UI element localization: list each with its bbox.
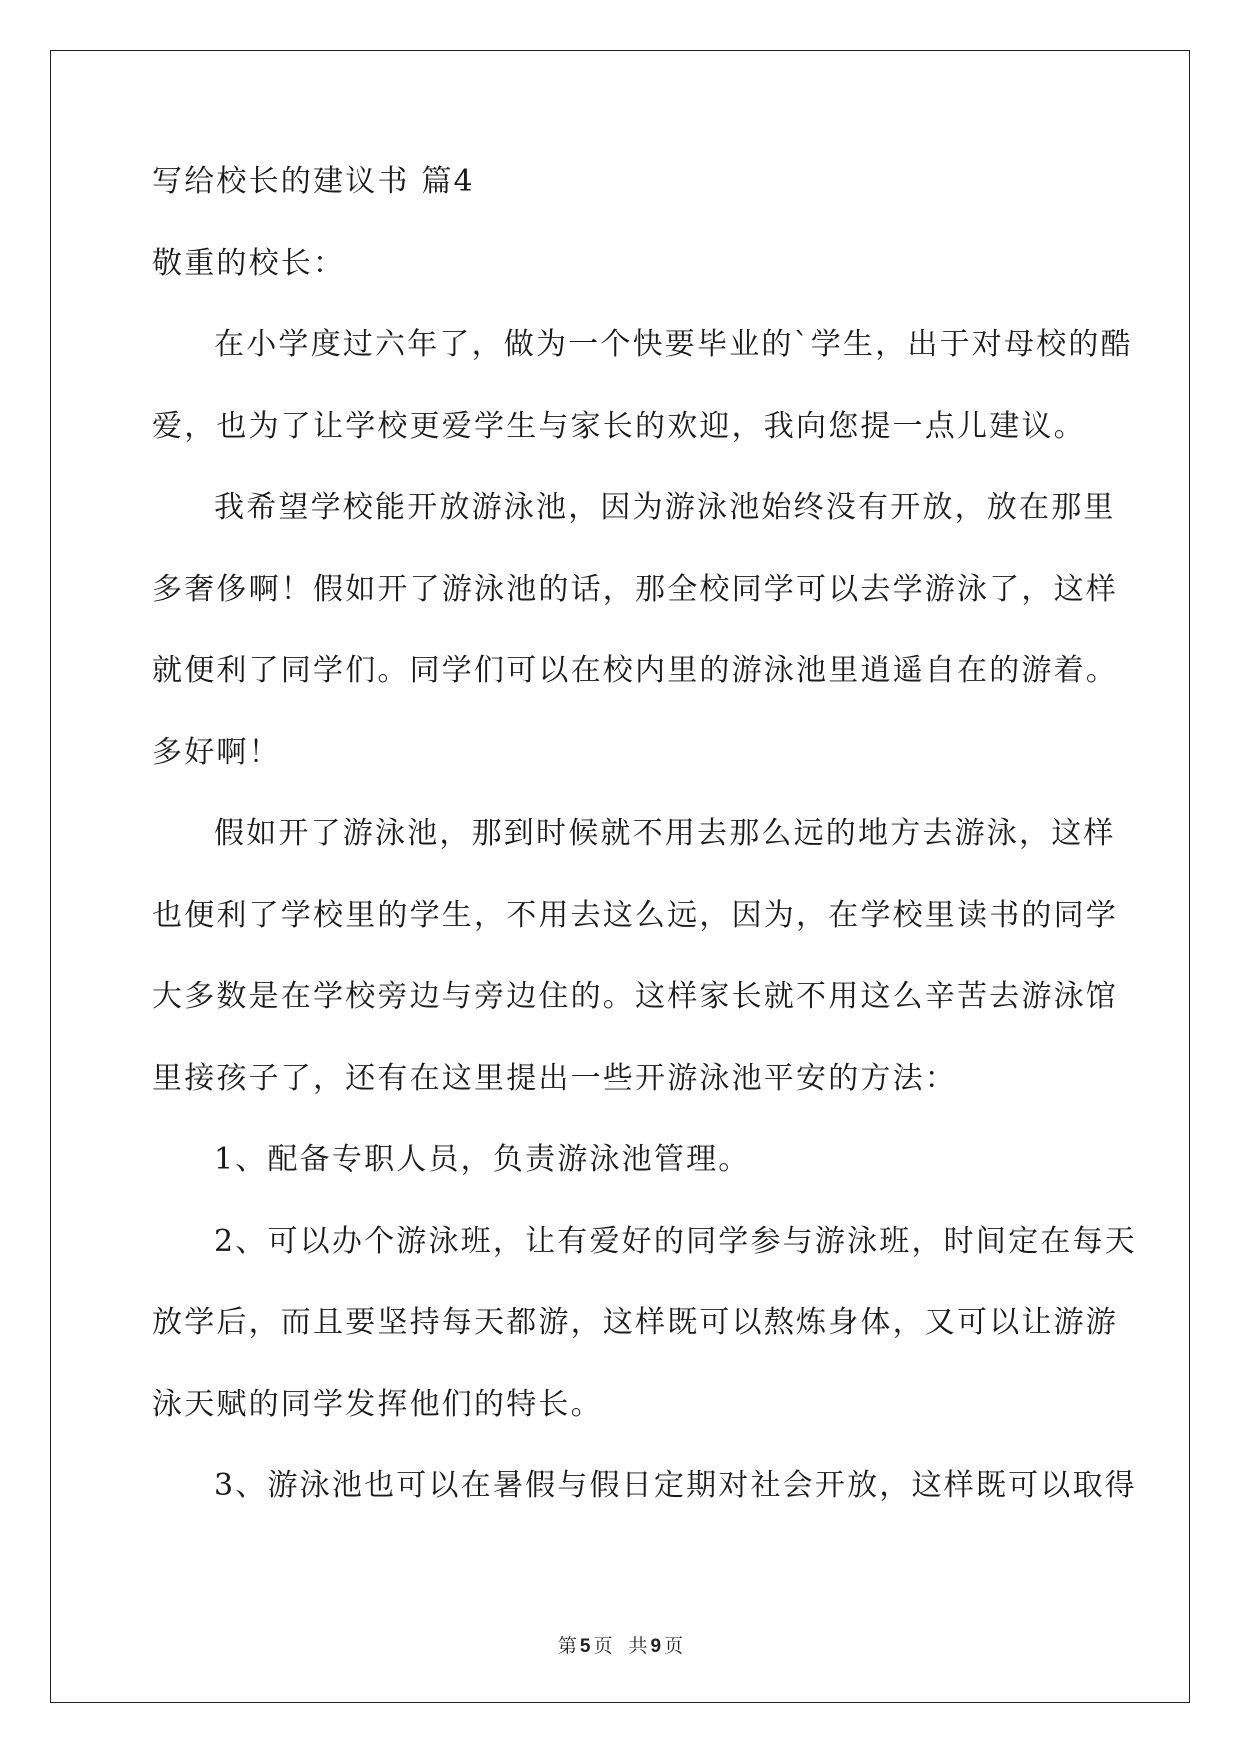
body-text-line: 多奢侈啊！假如开了游泳池的话，那全校同学可以去学游泳了，这样 bbox=[152, 571, 1118, 607]
salutation: 敬重的校长： bbox=[152, 245, 346, 281]
page-label-suffix: 页 bbox=[593, 1635, 613, 1657]
body-text-line: 1、配备专职人员，负责游泳池管理。 bbox=[214, 1142, 751, 1177]
page-label-prefix: 第 bbox=[557, 1635, 577, 1657]
body-text-line: 也便利了学校里的学生，不用去这么远，因为，在学校里读书的同学 bbox=[152, 897, 1118, 933]
document-body bbox=[152, 162, 1137, 1548]
total-label-prefix: 共 bbox=[628, 1635, 648, 1657]
body-text-line: 在小学度过六年了，做为一个快要毕业的`学生，出于对母校的酷 bbox=[214, 327, 1133, 362]
body-text-line: 我希望学校能开放游泳池，因为游泳池始终没有开放，放在那里 bbox=[214, 490, 1116, 525]
body-text-line: 3、游泳池也可以在暑假与假日定期对社会开放，这样既可以取得 bbox=[214, 1468, 1137, 1503]
body-text-line: 大多数是在学校旁边与旁边住的。这样家长就不用这么辛苦去游泳馆 bbox=[152, 979, 1118, 1014]
body-text-line: 2、可以办个游泳班，让有爱好的同学参与游泳班，时间定在每天 bbox=[214, 1223, 1137, 1259]
body-text-line: 假如开了游泳池，那到时候就不用去那么远的地方去游泳，这样 bbox=[214, 816, 1116, 851]
body-text-line: 爱，也为了让学校更爱学生与家长的欢迎，我向您提一点儿建议。 bbox=[152, 408, 1086, 444]
page-total-number: 9 bbox=[650, 1636, 662, 1657]
body-text-line: 放学后，而且要坚持每天都游，这样既可以熬炼身体，又可以让游游 bbox=[152, 1305, 1118, 1340]
total-label-suffix: 页 bbox=[664, 1635, 684, 1657]
body-text-line: 里接孩子了，还有在这里提出一些开游泳池平安的方法： bbox=[152, 1060, 957, 1096]
page-footer bbox=[0, 1634, 1241, 1659]
body-text-line: 泳天赋的同学发挥他们的特长。 bbox=[152, 1386, 603, 1422]
document-title: 写给校长的建议书 篇4 bbox=[152, 164, 475, 199]
body-text-line: 多好啊！ bbox=[152, 734, 281, 770]
body-text-line: 就便利了同学们。同学们可以在校内里的游泳池里逍遥自在的游着。 bbox=[152, 653, 1118, 688]
page-current-number: 5 bbox=[579, 1636, 591, 1657]
